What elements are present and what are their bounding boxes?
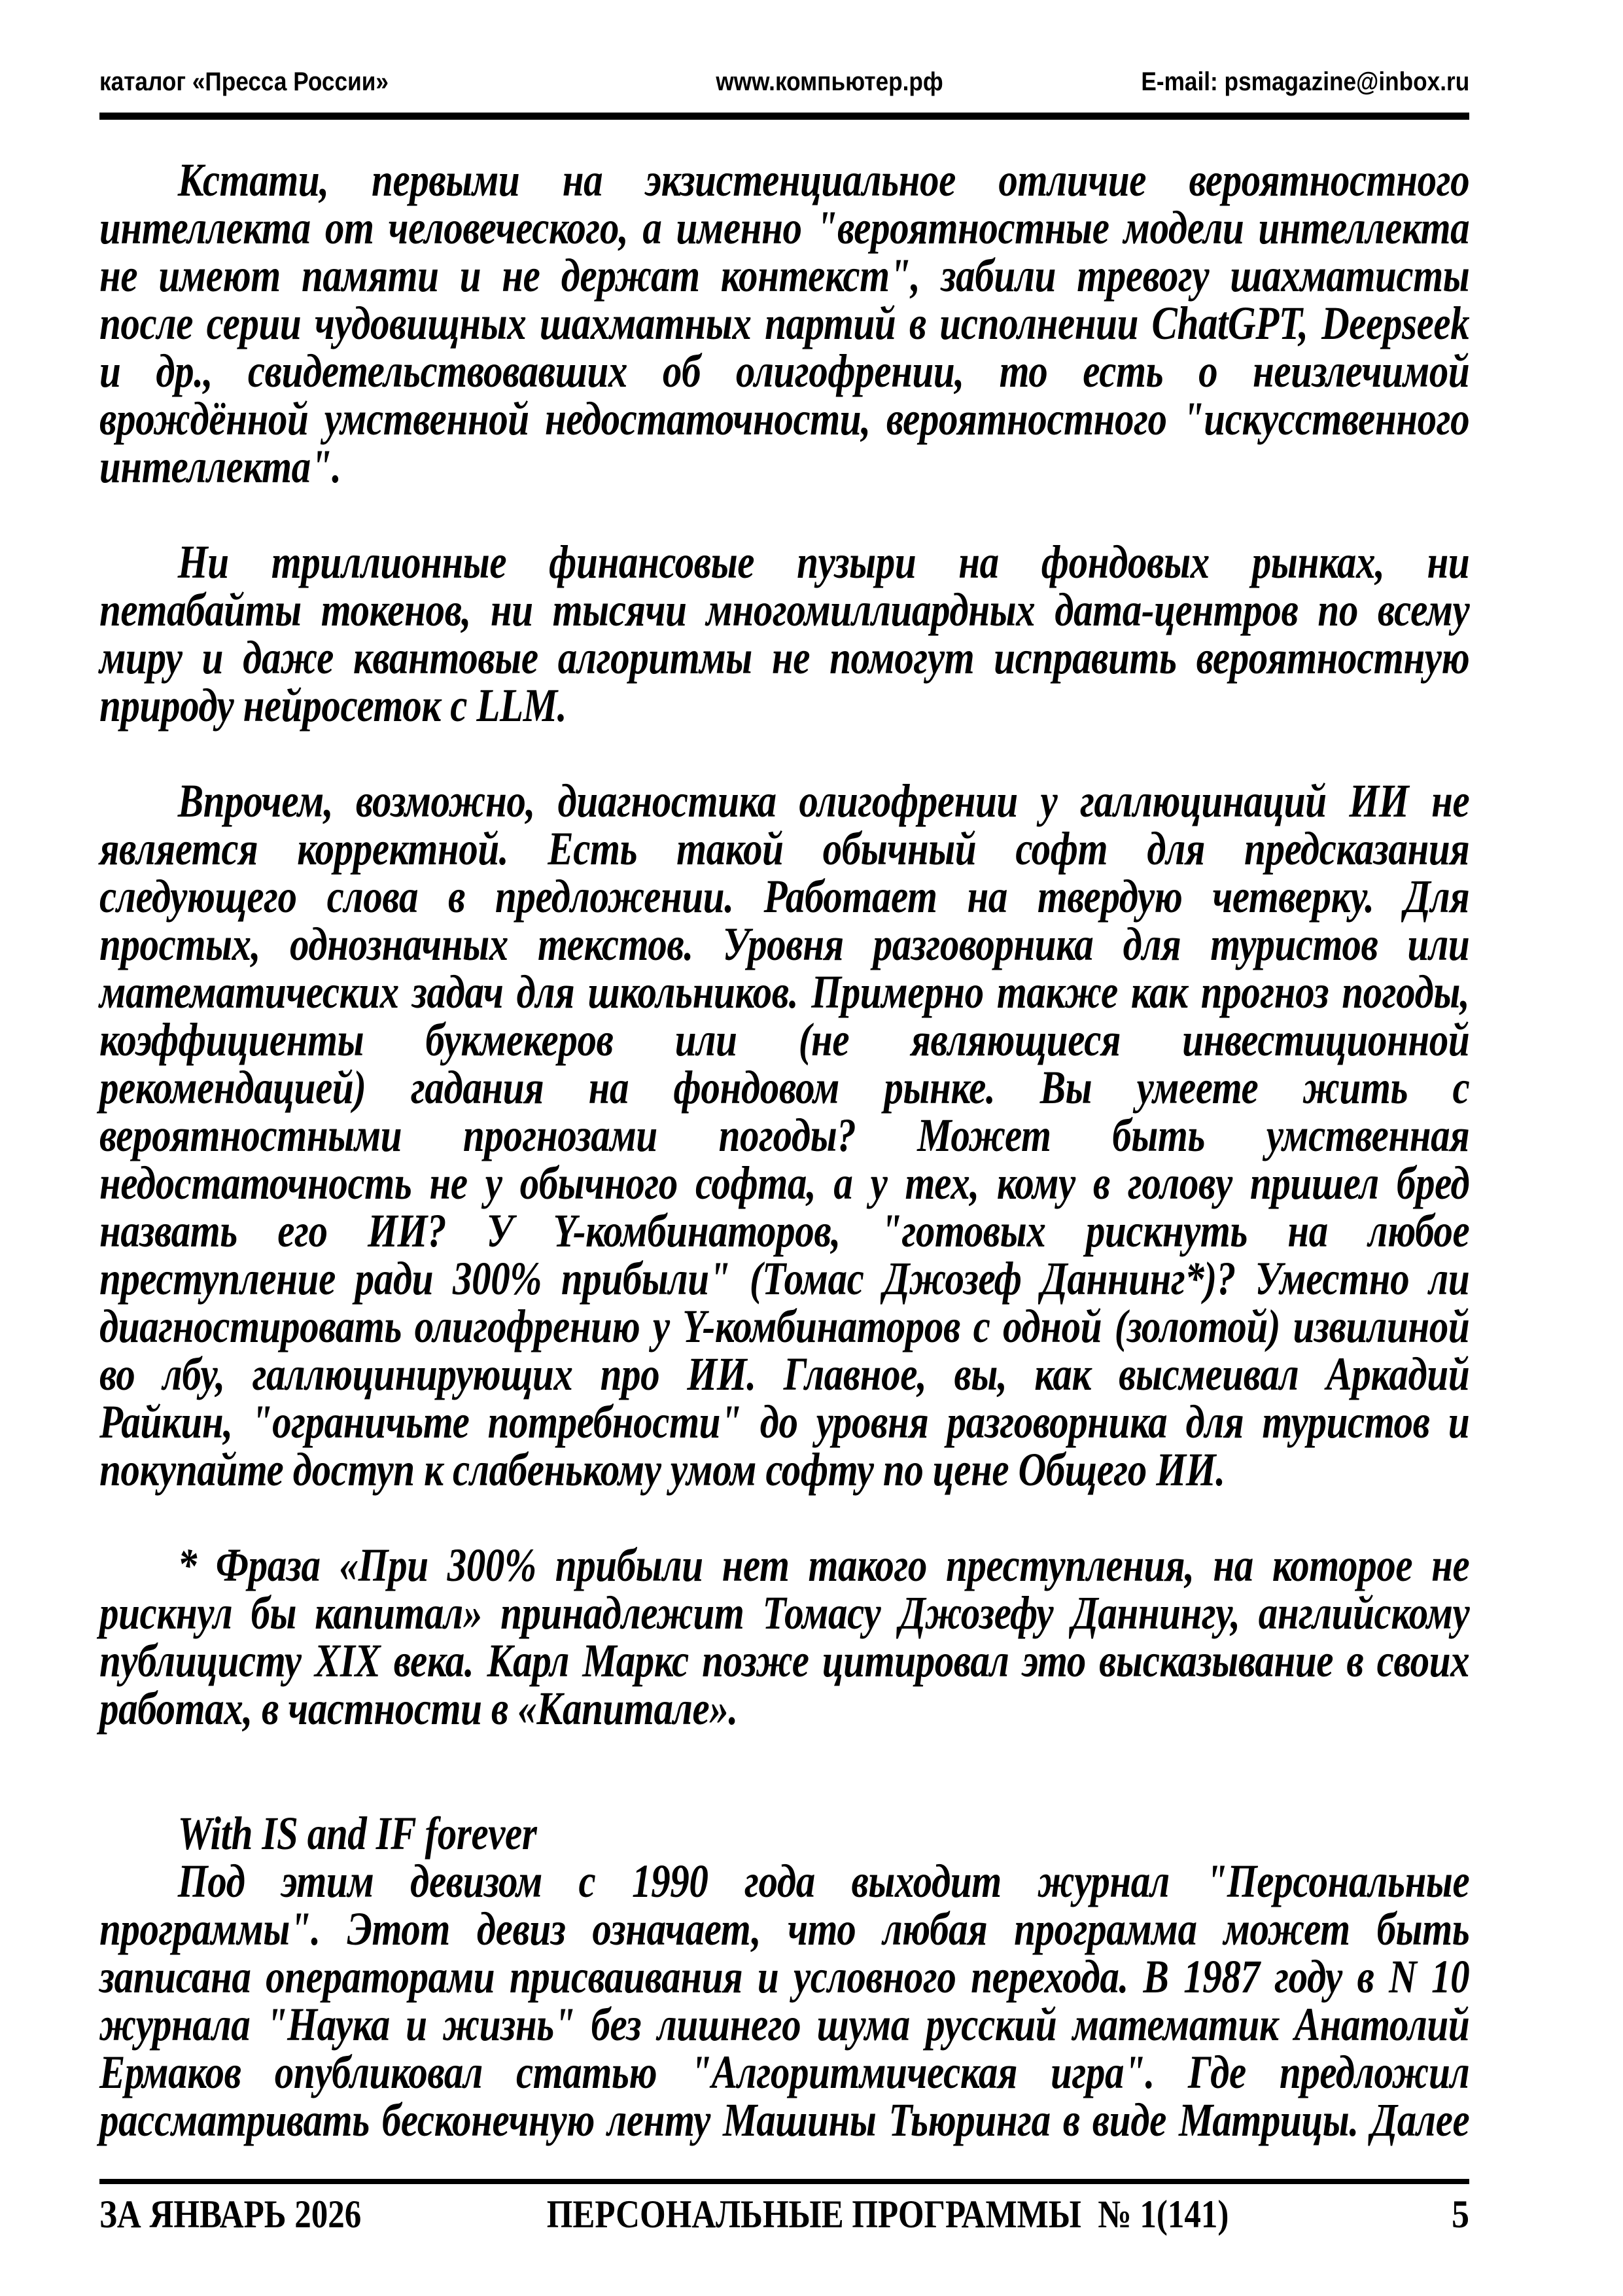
text-line: простых, однозначных текстов. Уровня разговорника для туристов или <box>99 918 1470 970</box>
header-rule <box>99 113 1469 120</box>
text-line: преступление ради 300% прибыли" (Томас Джозеф Даннинг*)? Уместно ли <box>99 1252 1470 1305</box>
catalog-label: каталог «Пресса России» <box>99 67 389 96</box>
magazine-title: ПЕРСОНАЛЬНЫЕ ПРОГРАММЫ № 1(141) <box>546 2193 1229 2236</box>
text-line: коэффициенты букмекеров или (не являющиеся инвестиционной <box>99 1014 1470 1066</box>
text-line: недостаточность не у обычного софта, а у тех, кому в голову пришел бред <box>99 1157 1470 1209</box>
text-line: программы". Этот девиз означает, что любая программа может быть <box>99 1903 1470 1955</box>
text-line: Впрочем, возможно, диагностика олигофрении у галлюцинаций ИИ не <box>177 775 1470 827</box>
text-line: следующего слова в предложении. Работает на твердую четверку. Для <box>99 870 1470 923</box>
text-line: * Фраза «При 300% прибыли нет такого преступления, на которое не <box>177 1539 1470 1591</box>
text-line: рискнул бы капитал» принадлежит Томасу Джозефу Даннингу, английскому <box>99 1587 1470 1639</box>
text-line: после серии чудовищных шахматных партий в исполнении ChatGPT, Deepseek <box>99 297 1470 349</box>
paragraph <box>99 777 1469 1494</box>
paragraph <box>99 1855 1470 2146</box>
paragraph <box>99 536 1470 732</box>
page-header <box>99 67 1469 99</box>
text-line: работах, в частности в «Капитале». <box>99 1682 738 1735</box>
text-line: Ермаков опубликовал статью "Алгоритмическая игра". Где предложил <box>99 2046 1470 2098</box>
article-body <box>99 156 1469 2144</box>
text-line: публицисту XIX века. Карл Маркс позже цитировал это высказывание в своих <box>99 1634 1470 1687</box>
text-line: покупайте доступ к слабенькому умом софту по цене Общего ИИ. <box>99 1443 1225 1496</box>
text-line: и др., свидетельствовавших об олигофрении, то есть о неизлечимой <box>99 345 1470 397</box>
paragraph <box>99 156 1469 491</box>
text-line: вероятностными прогнозами погоды? Может быть умственная <box>99 1109 1470 1161</box>
page-number: 5 <box>1452 2193 1469 2236</box>
text-line: Ни триллионные финансовые пузыри на фондовых рынках, ни <box>177 536 1470 588</box>
text-line: врождённой умственной недостаточности, вероятностного "искусственного <box>99 393 1470 445</box>
text-line: записана операторами присваивания и условного перехода. В 1987 году в N 10 <box>99 1951 1470 2003</box>
text-line: математических задач для школьников. Примерно также как прогноз погоды, <box>99 966 1470 1018</box>
email-label: E-mail: psmagazine@inbox.ru <box>1141 67 1469 96</box>
text-line: назвать его ИИ? У Y-комбинаторов, "готовых рискнуть на любое <box>99 1205 1470 1257</box>
section-heading <box>99 1807 1469 1860</box>
text-line: интеллекта от человеческого, а именно "вероятностные модели интеллекта <box>99 202 1470 254</box>
text-line: Кстати, первыми на экзистенциальное отличие вероятностного <box>177 154 1470 206</box>
site-url: www.компьютер.рф <box>716 67 943 96</box>
text-line: является корректной. Есть такой обычный софт для предсказания <box>99 822 1470 875</box>
text-line: миру и даже квантовые алгоритмы не помогут исправить вероятностную <box>99 631 1470 684</box>
text-line: Под этим девизом с 1990 года выходит журнал "Персональные <box>177 1855 1470 1907</box>
text-line: не имеют памяти и не держат контекст", забили тревогу шахматисты <box>99 249 1470 302</box>
text-line: диагностировать олигофрению у Y-комбинаторов с одной (золотой) извилиной <box>99 1300 1470 1352</box>
text-line: журнала "Наука и жизнь" без лишнего шума русский математик Анатолий <box>99 1998 1470 2051</box>
issue-date: ЗА ЯНВАРЬ 2026 <box>99 2193 362 2236</box>
text-line: во лбу, галлюцинирующих про ИИ. Главное, вы, как высмеивал Аркадий <box>99 1348 1470 1400</box>
page-footer <box>99 2193 1469 2239</box>
text-line: рекомендацией) гадания на фондовом рынке. Вы умеете жить с <box>99 1061 1470 1114</box>
paragraph <box>99 1539 1470 1735</box>
text-line: With IS and IF forever <box>177 1807 537 1860</box>
text-line: Райкин, "ограничьте потребности" до уровня разговорника для туристов и <box>99 1396 1470 1448</box>
text-line: рассматривать бесконечную ленту Машины Тьюринга в виде Матрицы. Далее <box>99 2094 1470 2146</box>
text-line: интеллекта". <box>99 440 341 493</box>
text-line: природу нейросеток с LLM. <box>99 679 567 732</box>
text-line: петабайты токенов, ни тысячи многомиллиардных дата-центров по всему <box>99 584 1470 636</box>
footer-rule <box>99 2179 1469 2184</box>
